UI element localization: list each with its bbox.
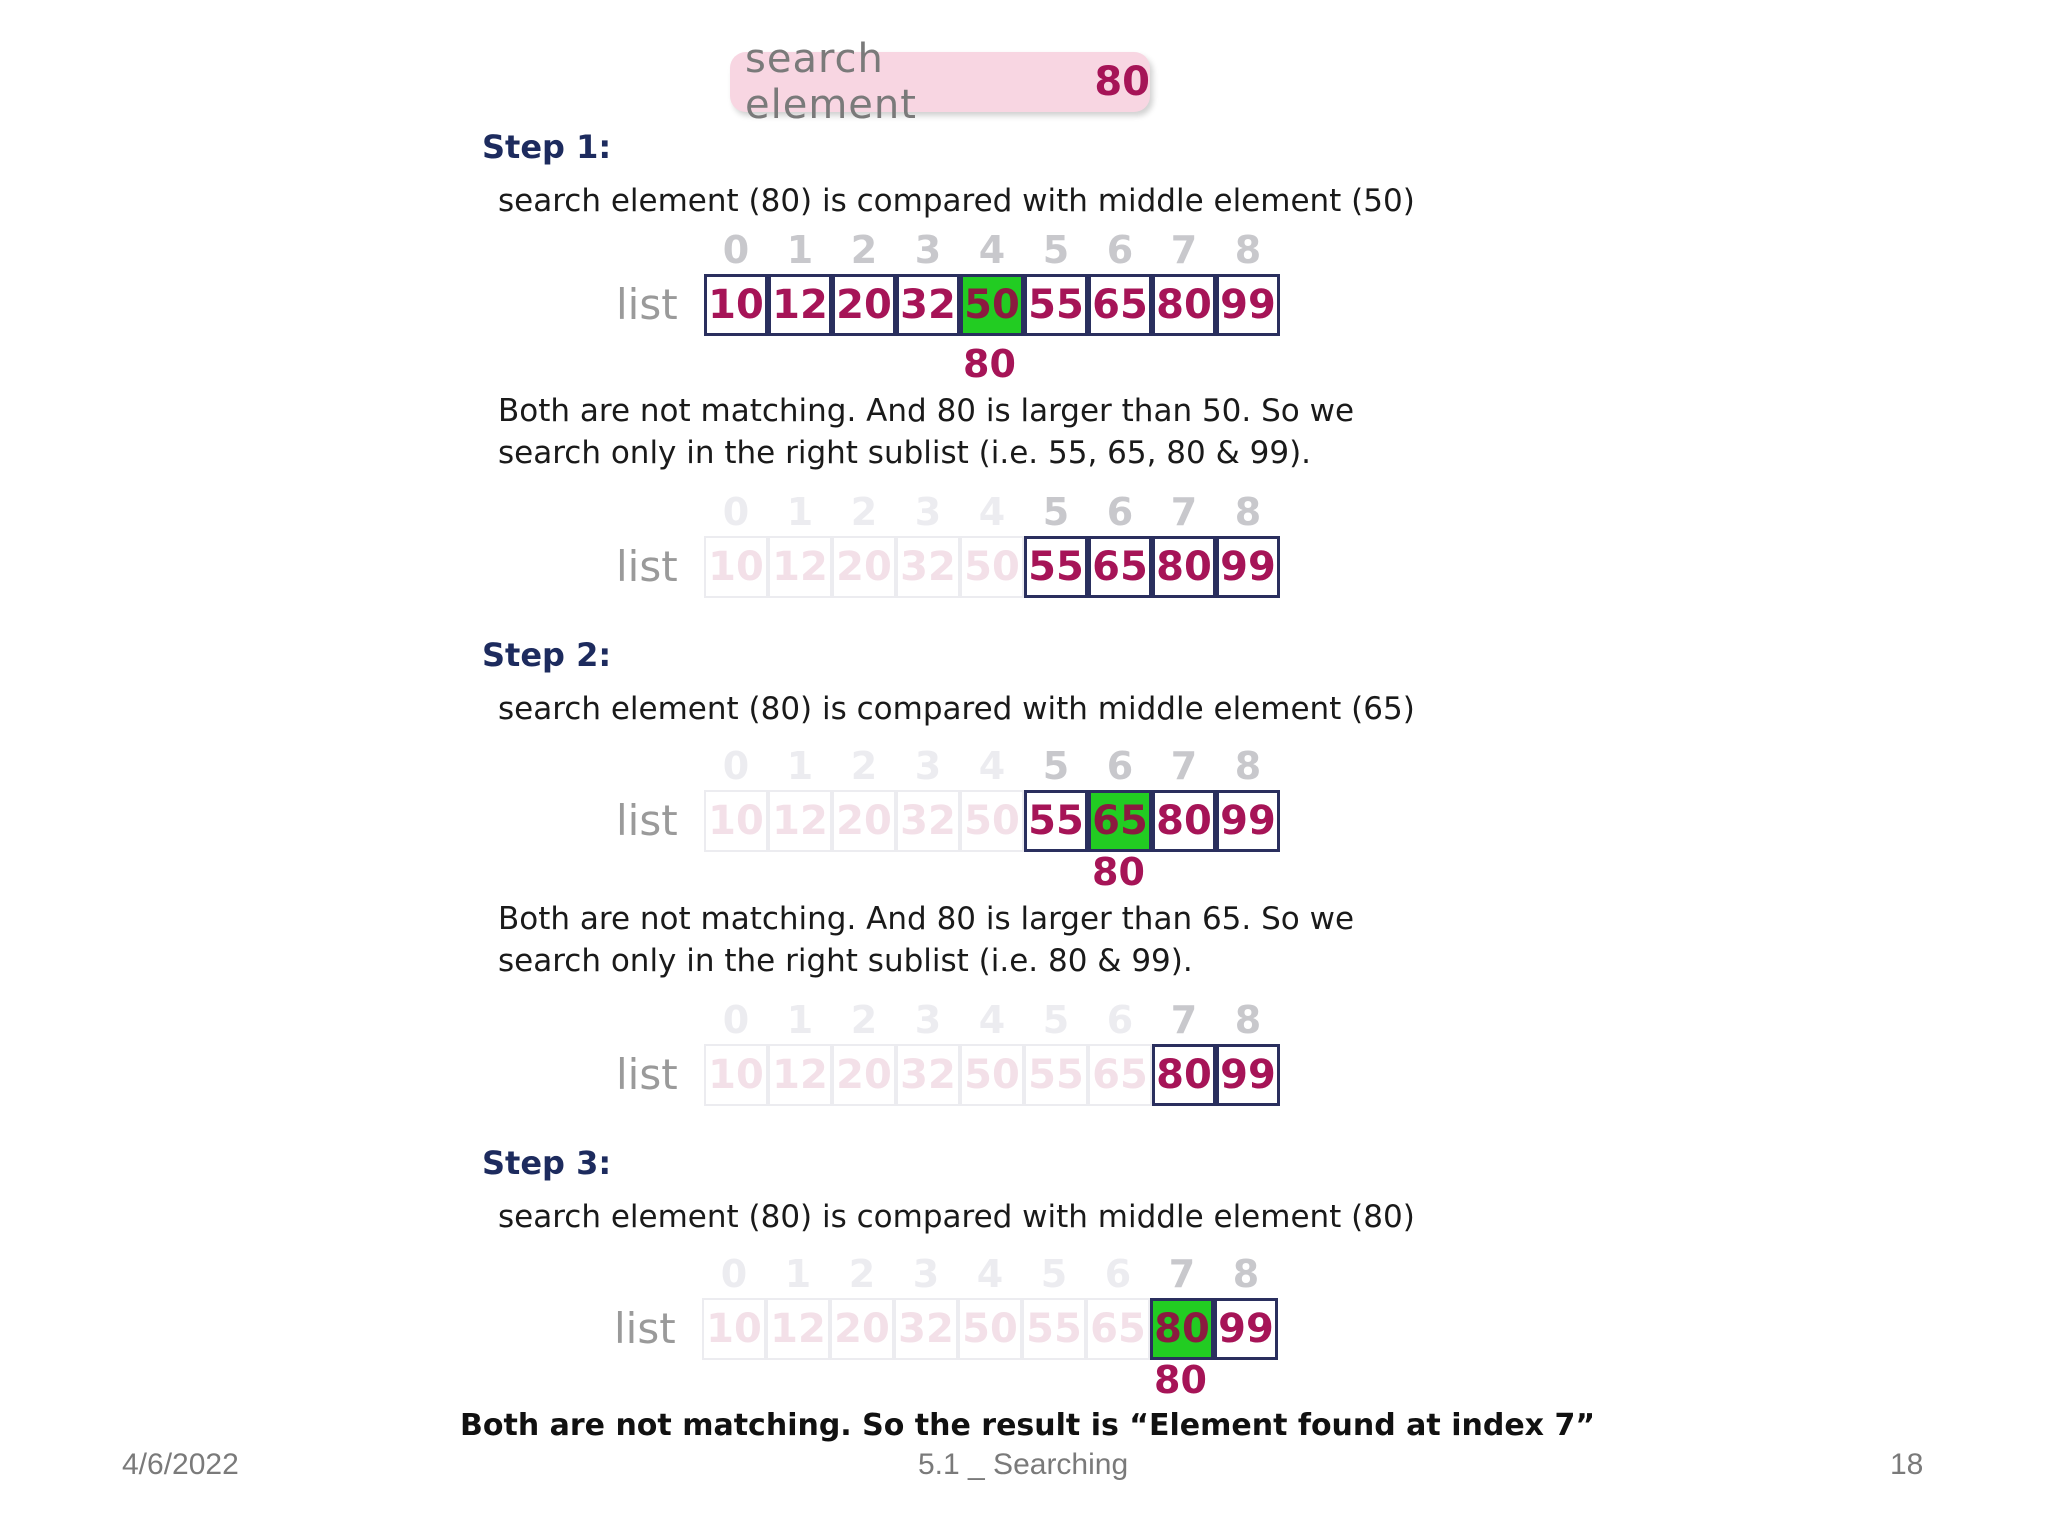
index-label: 2 xyxy=(850,998,878,1042)
list-cell: 50 xyxy=(960,1044,1024,1106)
index-label: 6 xyxy=(1104,1252,1132,1296)
list-cell: 12 xyxy=(768,1044,832,1106)
index-label: 8 xyxy=(1232,1252,1260,1296)
list-cell: 20 xyxy=(832,274,896,336)
list-cell: 12 xyxy=(768,790,832,852)
list-cell: 55 xyxy=(1024,274,1088,336)
index-label: 0 xyxy=(722,998,750,1042)
index-label: 0 xyxy=(722,490,750,534)
step-3-compare-text: search element (80) is compared with middle element (80) xyxy=(498,1199,1415,1235)
index-label: 1 xyxy=(786,490,814,534)
search-element-badge xyxy=(730,36,1150,128)
search-element-value: 80 xyxy=(1094,59,1150,105)
index-label: 4 xyxy=(976,1252,1004,1296)
index-label: 8 xyxy=(1234,490,1262,534)
list-cell: 20 xyxy=(832,790,896,852)
list-cell: 10 xyxy=(704,536,768,598)
index-label: 7 xyxy=(1170,744,1198,788)
index-label: 5 xyxy=(1042,744,1070,788)
list-cell: 80 xyxy=(1152,1044,1216,1106)
index-label: 2 xyxy=(848,1252,876,1296)
list-cell: 65 xyxy=(1088,274,1152,336)
array-row-2 xyxy=(704,536,1280,598)
list-cell: 80 xyxy=(1152,274,1216,336)
search-element-label: search element xyxy=(745,36,917,128)
list-cell: 50 xyxy=(960,536,1024,598)
index-label: 6 xyxy=(1106,228,1134,272)
index-label: 0 xyxy=(722,744,750,788)
step-2-result-line-2: search only in the right sublist (i.e. 80 & 99). xyxy=(498,943,1193,979)
index-label: 1 xyxy=(786,228,814,272)
list-cell: 32 xyxy=(896,536,960,598)
list-cell: 65 xyxy=(1088,536,1152,598)
index-label: 2 xyxy=(850,228,878,272)
list-cell: 50 xyxy=(960,790,1024,852)
index-label: 6 xyxy=(1106,998,1134,1042)
list-label: list xyxy=(616,280,678,329)
final-result-note: Both are not matching. So the result is “Element found at index 7” xyxy=(460,1408,1596,1443)
list-cell: 32 xyxy=(896,1044,960,1106)
step-1-result-line-2: search only in the right sublist (i.e. 55, 65, 80 & 99). xyxy=(498,435,1312,471)
index-label: 5 xyxy=(1040,1252,1068,1296)
index-label: 7 xyxy=(1170,228,1198,272)
step-1-compare-text: search element (80) is compared with middle element (50) xyxy=(498,183,1415,219)
index-label: 3 xyxy=(914,744,942,788)
middle-element-cell: 80 xyxy=(1150,1298,1214,1360)
middle-element-cell: 50 xyxy=(960,274,1024,336)
list-cell: 99 xyxy=(1216,536,1280,598)
step-1-title: Step 1: xyxy=(482,128,612,166)
list-label: list xyxy=(614,1304,676,1353)
list-cell: 10 xyxy=(704,1044,768,1106)
list-cell: 32 xyxy=(896,274,960,336)
index-label: 8 xyxy=(1234,228,1262,272)
index-label: 0 xyxy=(722,228,750,272)
index-label: 1 xyxy=(786,998,814,1042)
index-label: 5 xyxy=(1042,228,1070,272)
array-row-5 xyxy=(702,1298,1278,1360)
index-label: 3 xyxy=(914,998,942,1042)
footer-date: 4/6/2022 xyxy=(122,1448,239,1481)
step-3-probe-value: 80 xyxy=(1154,1358,1207,1402)
list-label: list xyxy=(616,1050,678,1099)
list-cell: 12 xyxy=(768,536,832,598)
list-label: list xyxy=(616,796,678,845)
list-cell: 99 xyxy=(1216,1044,1280,1106)
step-1-result-line-1: Both are not matching. And 80 is larger than 50. So we xyxy=(498,393,1355,429)
list-cell: 99 xyxy=(1216,274,1280,336)
step-2-title: Step 2: xyxy=(482,636,612,674)
index-label: 6 xyxy=(1106,744,1134,788)
index-label: 7 xyxy=(1170,490,1198,534)
index-label: 3 xyxy=(912,1252,940,1296)
index-label: 2 xyxy=(850,744,878,788)
index-label: 6 xyxy=(1106,490,1134,534)
index-label: 1 xyxy=(784,1252,812,1296)
list-cell: 20 xyxy=(832,1044,896,1106)
step-2-result-line-1: Both are not matching. And 80 is larger than 65. So we xyxy=(498,901,1355,937)
list-cell: 32 xyxy=(896,790,960,852)
list-cell: 10 xyxy=(702,1298,766,1360)
index-label: 5 xyxy=(1042,490,1070,534)
middle-element-cell: 65 xyxy=(1088,790,1152,852)
list-cell: 99 xyxy=(1214,1298,1278,1360)
list-cell: 20 xyxy=(830,1298,894,1360)
list-cell: 65 xyxy=(1088,1044,1152,1106)
array-row-4 xyxy=(704,1044,1280,1106)
list-cell: 50 xyxy=(958,1298,1022,1360)
list-cell: 55 xyxy=(1024,1044,1088,1106)
index-label: 1 xyxy=(786,744,814,788)
array-row-3 xyxy=(704,790,1280,852)
step-1-probe-value: 80 xyxy=(963,342,1016,386)
list-cell: 20 xyxy=(832,536,896,598)
footer-page-number: 18 xyxy=(1890,1448,1924,1481)
list-cell: 12 xyxy=(766,1298,830,1360)
footer-title: 5.1 _ Searching xyxy=(918,1448,1129,1481)
list-cell: 65 xyxy=(1086,1298,1150,1360)
step-2-compare-text: search element (80) is compared with middle element (65) xyxy=(498,691,1415,727)
list-label: list xyxy=(616,542,678,591)
index-label: 8 xyxy=(1234,744,1262,788)
index-label: 3 xyxy=(914,490,942,534)
index-label: 3 xyxy=(914,228,942,272)
list-cell: 12 xyxy=(768,274,832,336)
step-3-title: Step 3: xyxy=(482,1144,612,1182)
index-label: 5 xyxy=(1042,998,1070,1042)
list-cell: 80 xyxy=(1152,536,1216,598)
list-cell: 32 xyxy=(894,1298,958,1360)
list-cell: 10 xyxy=(704,790,768,852)
list-cell: 80 xyxy=(1152,790,1216,852)
index-label: 7 xyxy=(1168,1252,1196,1296)
list-cell: 55 xyxy=(1022,1298,1086,1360)
index-label: 0 xyxy=(720,1252,748,1296)
index-label: 4 xyxy=(978,490,1006,534)
list-cell: 10 xyxy=(704,274,768,336)
list-cell: 99 xyxy=(1216,790,1280,852)
array-row-1 xyxy=(704,274,1280,336)
index-label: 4 xyxy=(978,998,1006,1042)
list-cell: 55 xyxy=(1024,790,1088,852)
index-label: 4 xyxy=(978,744,1006,788)
index-label: 2 xyxy=(850,490,878,534)
list-cell: 55 xyxy=(1024,536,1088,598)
step-2-probe-value: 80 xyxy=(1092,850,1145,894)
index-label: 8 xyxy=(1234,998,1262,1042)
index-label: 7 xyxy=(1170,998,1198,1042)
index-label: 4 xyxy=(978,228,1006,272)
